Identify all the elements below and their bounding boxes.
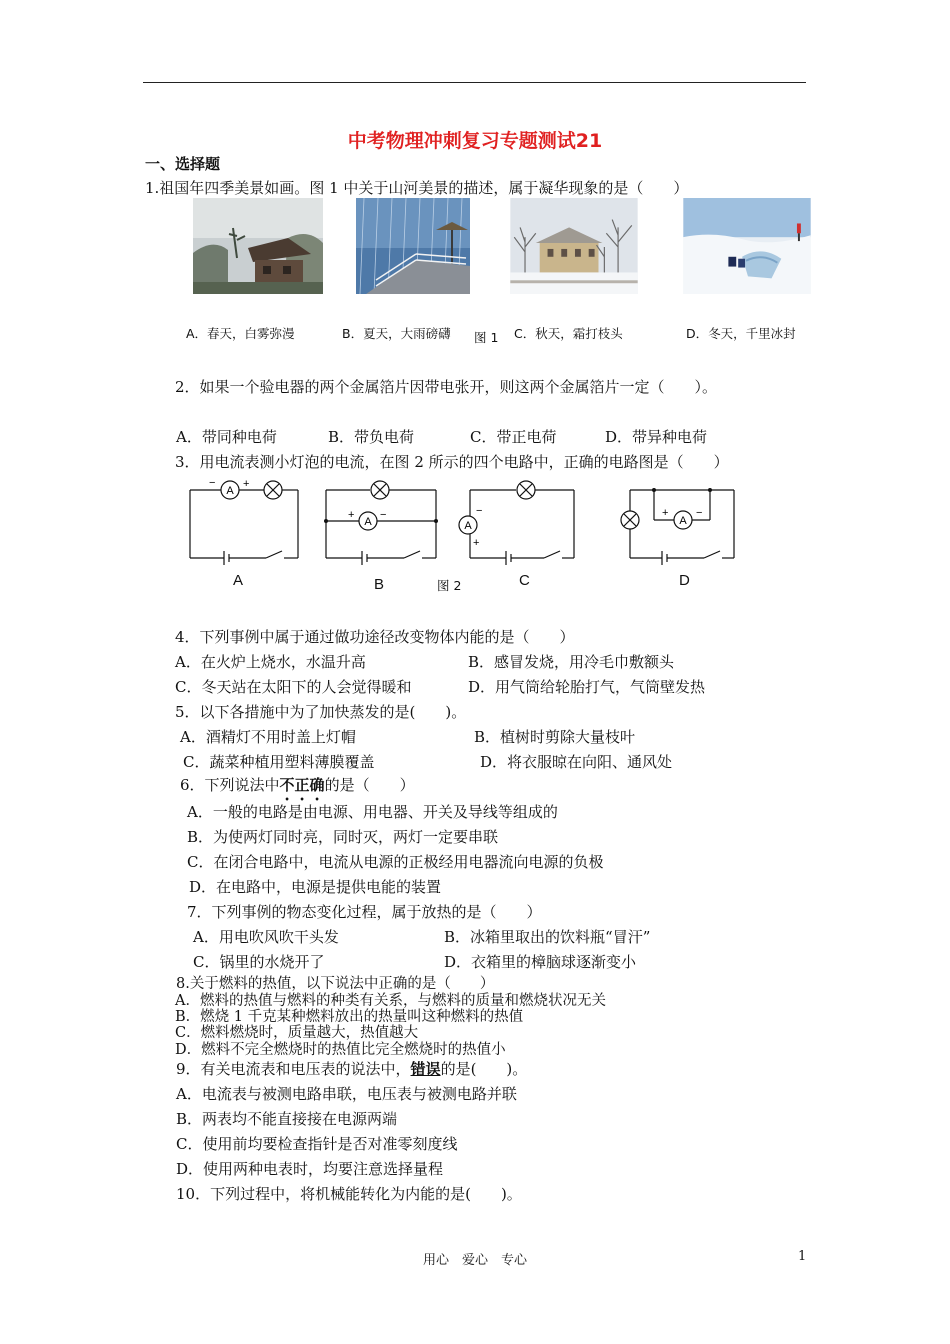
q9-option-d: D．使用两种电表时，均要注意选择量程 [176, 1160, 444, 1178]
q6-option-c: C．在闭合电路中，电流从电源的正极经用电器流向电源的负极 [187, 853, 604, 871]
ammeter-d-plus: + [662, 507, 669, 519]
q1-stem: 1.祖国年四季美景如画。图 1 中关于山河美景的描述，属于凝华现象的是（ ） [145, 179, 689, 197]
q8-option-c: C．燃料燃烧时，质量越大，热值越大 [175, 1025, 419, 1041]
q7-stem: 7．下列事例的物态变化过程，属于放热的是（ ） [187, 903, 542, 921]
q4-option-c: C．冬天站在太阳下的人会觉得暖和 [175, 678, 412, 696]
q9-stem-before: 9．有关电流表和电压表的说法中， [176, 1060, 411, 1078]
q8-option-a: A．燃料的热值与燃料的种类有关系，与燃料的质量和燃烧状况无关 [175, 993, 606, 1009]
q3-stem: 3．用电流表测小灯泡的电流，在图 2 所示的四个电路中，正确的电路图是（ ） [175, 453, 729, 471]
q8-option-d: D．燃料不完全燃烧时的热值比完全燃烧时的热值小 [175, 1042, 506, 1058]
q1-option-b: B．夏天，大雨磅礴 [342, 326, 451, 341]
q6-option-b: B．为使两灯同时亮，同时灭，两灯一定要串联 [187, 828, 499, 846]
q9-stem [176, 1058, 527, 1079]
q6-stem-emphasis: 不正确 [279, 776, 325, 794]
q2-stem: 2．如果一个验电器的两个金属箔片因带电张开，则这两个金属箔片一定（ ）。 [175, 378, 718, 396]
q6-option-d: D．在电路中，电源是提供电能的装置 [189, 878, 442, 896]
ammeter-d-minus: − [696, 507, 703, 519]
footer-motto: 用心 爱心 专心 [422, 1253, 527, 1268]
q6-stem-before: 6．下列说法中 [180, 776, 280, 794]
circuit-diagram-d [616, 478, 740, 570]
ammeter-d-symbol: A [679, 515, 687, 527]
q7-option-b: B．冰箱里取出的饮料瓶“冒汗” [444, 928, 651, 946]
q8-stem: 8.关于燃料的热值，以下说法中正确的是（ ） [176, 976, 495, 992]
ammeter-a-plus: + [243, 478, 250, 490]
q6-stem-after: 的是（ ） [324, 776, 415, 794]
circuit-d-label: D [679, 572, 690, 589]
circuit-diagram-c [456, 478, 580, 570]
ammeter-b-plus: + [348, 509, 355, 521]
photo-autumn-frost [509, 198, 639, 294]
q5-stem: 5．以下各措施中为了加快蒸发的是( )。 [175, 703, 467, 721]
photo-spring-fog [193, 198, 323, 294]
q1-option-d: D．冬天，千里冰封 [686, 326, 796, 341]
q5-option-b: B．植树时剪除大量枝叶 [474, 728, 636, 746]
q4-option-b: B．感冒发烧，用冷毛巾敷额头 [468, 653, 675, 671]
page-title: 中考物理冲刺复习专题测试21 [347, 130, 603, 152]
circuit-diagram-a [184, 478, 304, 570]
header-rule [143, 82, 806, 83]
q9-stem-emphasis: 错误 [410, 1060, 441, 1078]
q1-figure-label: 图 1 [474, 330, 499, 345]
circuit-diagram-b [320, 478, 444, 570]
q10-stem: 10．下列过程中，将机械能转化为内能的是( )。 [176, 1185, 522, 1203]
q9-option-a: A．电流表与被测电路串联，电压表与被测电路并联 [176, 1085, 517, 1103]
q2-option-b: B．带负电荷 [328, 428, 415, 446]
ammeter-c-minus: − [476, 505, 483, 517]
q2-option-c: C．带正电荷 [470, 428, 557, 446]
circuit-a-label: A [233, 572, 244, 589]
page-number: 1 [798, 1249, 807, 1264]
photo-winter-ice [682, 198, 812, 294]
section-heading: 一、选择题 [145, 155, 221, 173]
ammeter-b-minus: − [380, 509, 387, 521]
ammeter-a-symbol: A [226, 485, 234, 497]
circuit-c-label: C [519, 572, 530, 589]
q8-option-b: B．燃烧 1 千克某种燃料放出的热量叫这种燃料的热值 [175, 1009, 524, 1025]
q3-figure-label: 图 2 [437, 578, 462, 593]
q9-stem-after: 的是( )。 [440, 1060, 528, 1078]
q2-option-a: A．带同种电荷 [176, 428, 277, 446]
q7-option-c: C．锅里的水烧开了 [193, 953, 325, 971]
ammeter-b-symbol: A [364, 516, 372, 528]
circuit-b-label: B [374, 576, 385, 593]
q7-option-a: A．用电吹风吹干头发 [193, 928, 339, 946]
q5-option-a: A．酒精灯不用时盖上灯帽 [180, 728, 356, 746]
q1-option-c: C．秋天，霜打枝头 [514, 326, 623, 341]
ammeter-a-minus: − [209, 478, 216, 489]
photo-summer-rain [348, 198, 478, 294]
ammeter-c-symbol: A [464, 520, 472, 532]
q2-option-d: D．带异种电荷 [605, 428, 708, 446]
q4-option-d: D．用气筒给轮胎打气，气筒壁发热 [468, 678, 706, 696]
q6-option-a: A．一般的电路是由电源、用电器、开关及导线等组成的 [187, 803, 558, 821]
q9-option-b: B．两表均不能直接接在电源两端 [176, 1110, 398, 1128]
q4-stem: 4．下列事例中属于通过做功途径改变物体内能的是（ ） [175, 628, 575, 646]
q7-option-d: D．衣箱里的樟脑球逐渐变小 [444, 953, 637, 971]
q6-stem [180, 774, 415, 804]
q1-option-a: A．春天，白雾弥漫 [186, 326, 295, 341]
q5-option-c: C．蔬菜种植用塑料薄膜覆盖 [183, 753, 375, 771]
q5-option-d: D．将衣服晾在向阳、通风处 [480, 753, 673, 771]
ammeter-c-plus: + [473, 537, 480, 549]
q4-option-a: A．在火炉上烧水，水温升高 [175, 653, 366, 671]
q9-option-c: C．使用前均要检查指针是否对准零刻度线 [176, 1135, 458, 1153]
